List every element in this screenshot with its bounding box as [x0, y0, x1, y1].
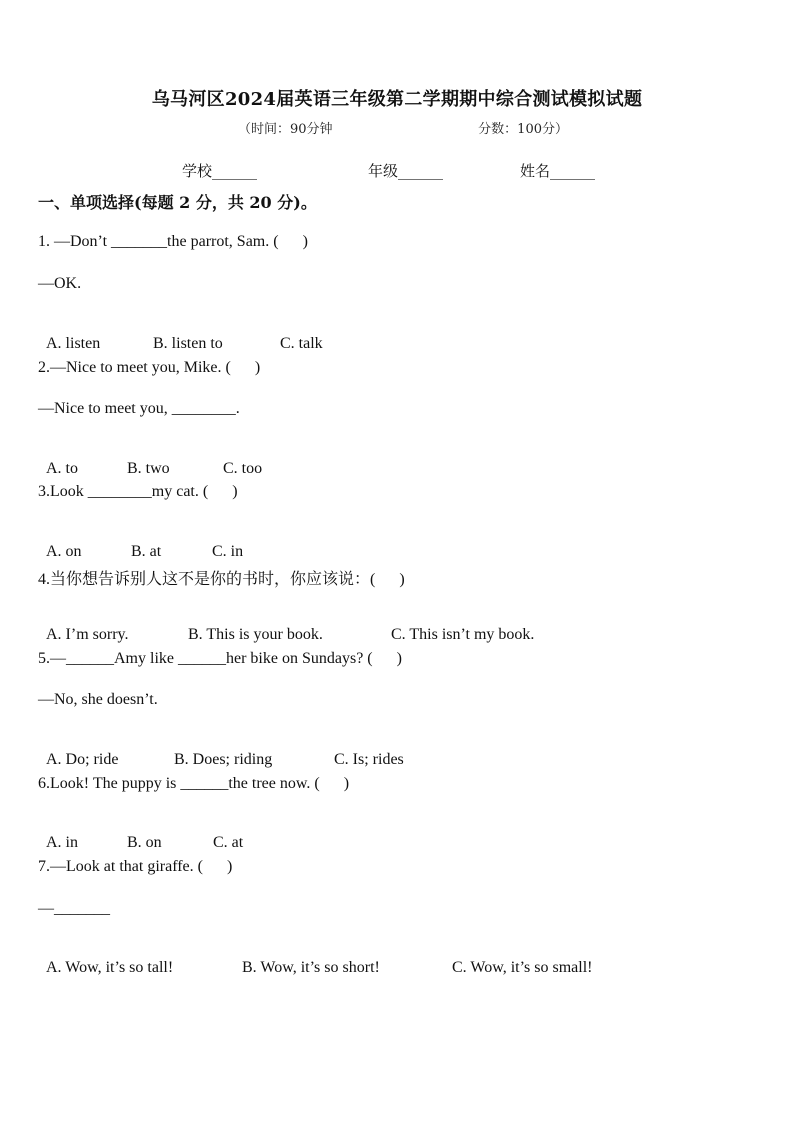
option-c[interactable]: C. at — [213, 834, 244, 851]
question-5-reply: —No, she doesn’t. — [38, 691, 158, 708]
option-a[interactable]: A. Do; ride — [46, 751, 119, 768]
option-b[interactable]: B. two — [127, 460, 170, 477]
question-7-stem: 7.—Look at that giraffe. ( ) — [38, 858, 233, 875]
option-c[interactable]: C. Is; rides — [334, 751, 404, 768]
question-2-options — [38, 442, 262, 478]
option-a[interactable]: A. I’m sorry. — [46, 626, 129, 643]
question-6-stem: 6.Look! The puppy is ______the tree now. ( ) — [38, 775, 350, 792]
exam-meta — [238, 118, 568, 137]
option-b[interactable]: B. Wow, it’s so short! — [242, 959, 380, 976]
option-c[interactable]: C. too — [223, 460, 263, 477]
option-b[interactable]: B. at — [131, 543, 162, 560]
question-1-reply: —OK. — [38, 275, 82, 292]
question-4-stem: 4.当你想告诉别人这不是你的书时，你应该说：( ) — [38, 571, 405, 588]
name-field[interactable]: 姓名______ — [520, 162, 596, 180]
option-a[interactable]: A. listen — [46, 335, 101, 352]
option-b[interactable]: B. This is your book. — [188, 626, 323, 643]
question-3-stem: 3.Look ________my cat. ( ) — [38, 483, 238, 500]
question-6-options — [38, 816, 243, 852]
question-5-options — [38, 733, 404, 769]
question-1-stem: 1. —Don’t _______the parrot, Sam. ( ) — [38, 233, 308, 250]
question-7-options — [38, 941, 593, 977]
grade-field[interactable]: 年级______ — [368, 162, 444, 180]
question-2-reply: —Nice to meet you, ________. — [38, 400, 240, 417]
exam-time: （时间：90分钟 — [238, 122, 333, 137]
question-4-options — [38, 608, 534, 644]
question-2-stem: 2.—Nice to meet you, Mike. ( ) — [38, 359, 261, 376]
option-c[interactable]: C. This isn’t my book. — [391, 626, 535, 643]
option-c[interactable]: C. talk — [280, 335, 323, 352]
option-b[interactable]: B. listen to — [153, 335, 223, 352]
option-a[interactable]: A. to — [46, 460, 78, 477]
option-b[interactable]: B. on — [127, 834, 162, 851]
option-a[interactable]: A. Wow, it’s so tall! — [46, 959, 174, 976]
option-c[interactable]: C. Wow, it’s so small! — [452, 959, 593, 976]
option-b[interactable]: B. Does; riding — [174, 751, 273, 768]
exam-score: 分数：100分） — [478, 122, 568, 137]
question-1-options — [38, 317, 323, 353]
school-field[interactable]: 学校______ — [182, 162, 258, 180]
option-c[interactable]: C. in — [212, 543, 244, 560]
question-5-stem: 5.—______Amy like ______her bike on Sundays? ( ) — [38, 650, 402, 667]
question-3-options — [38, 525, 243, 561]
section-heading: 一、单项选择(每题 2 分，共 20 分)。 — [38, 193, 317, 212]
question-7-reply: —_______ — [38, 900, 110, 917]
option-a[interactable]: A. on — [46, 543, 82, 560]
page-title: 乌马河区2024届英语三年级第二学期期中综合测试模拟试题 — [151, 89, 643, 110]
option-a[interactable]: A. in — [46, 834, 78, 851]
